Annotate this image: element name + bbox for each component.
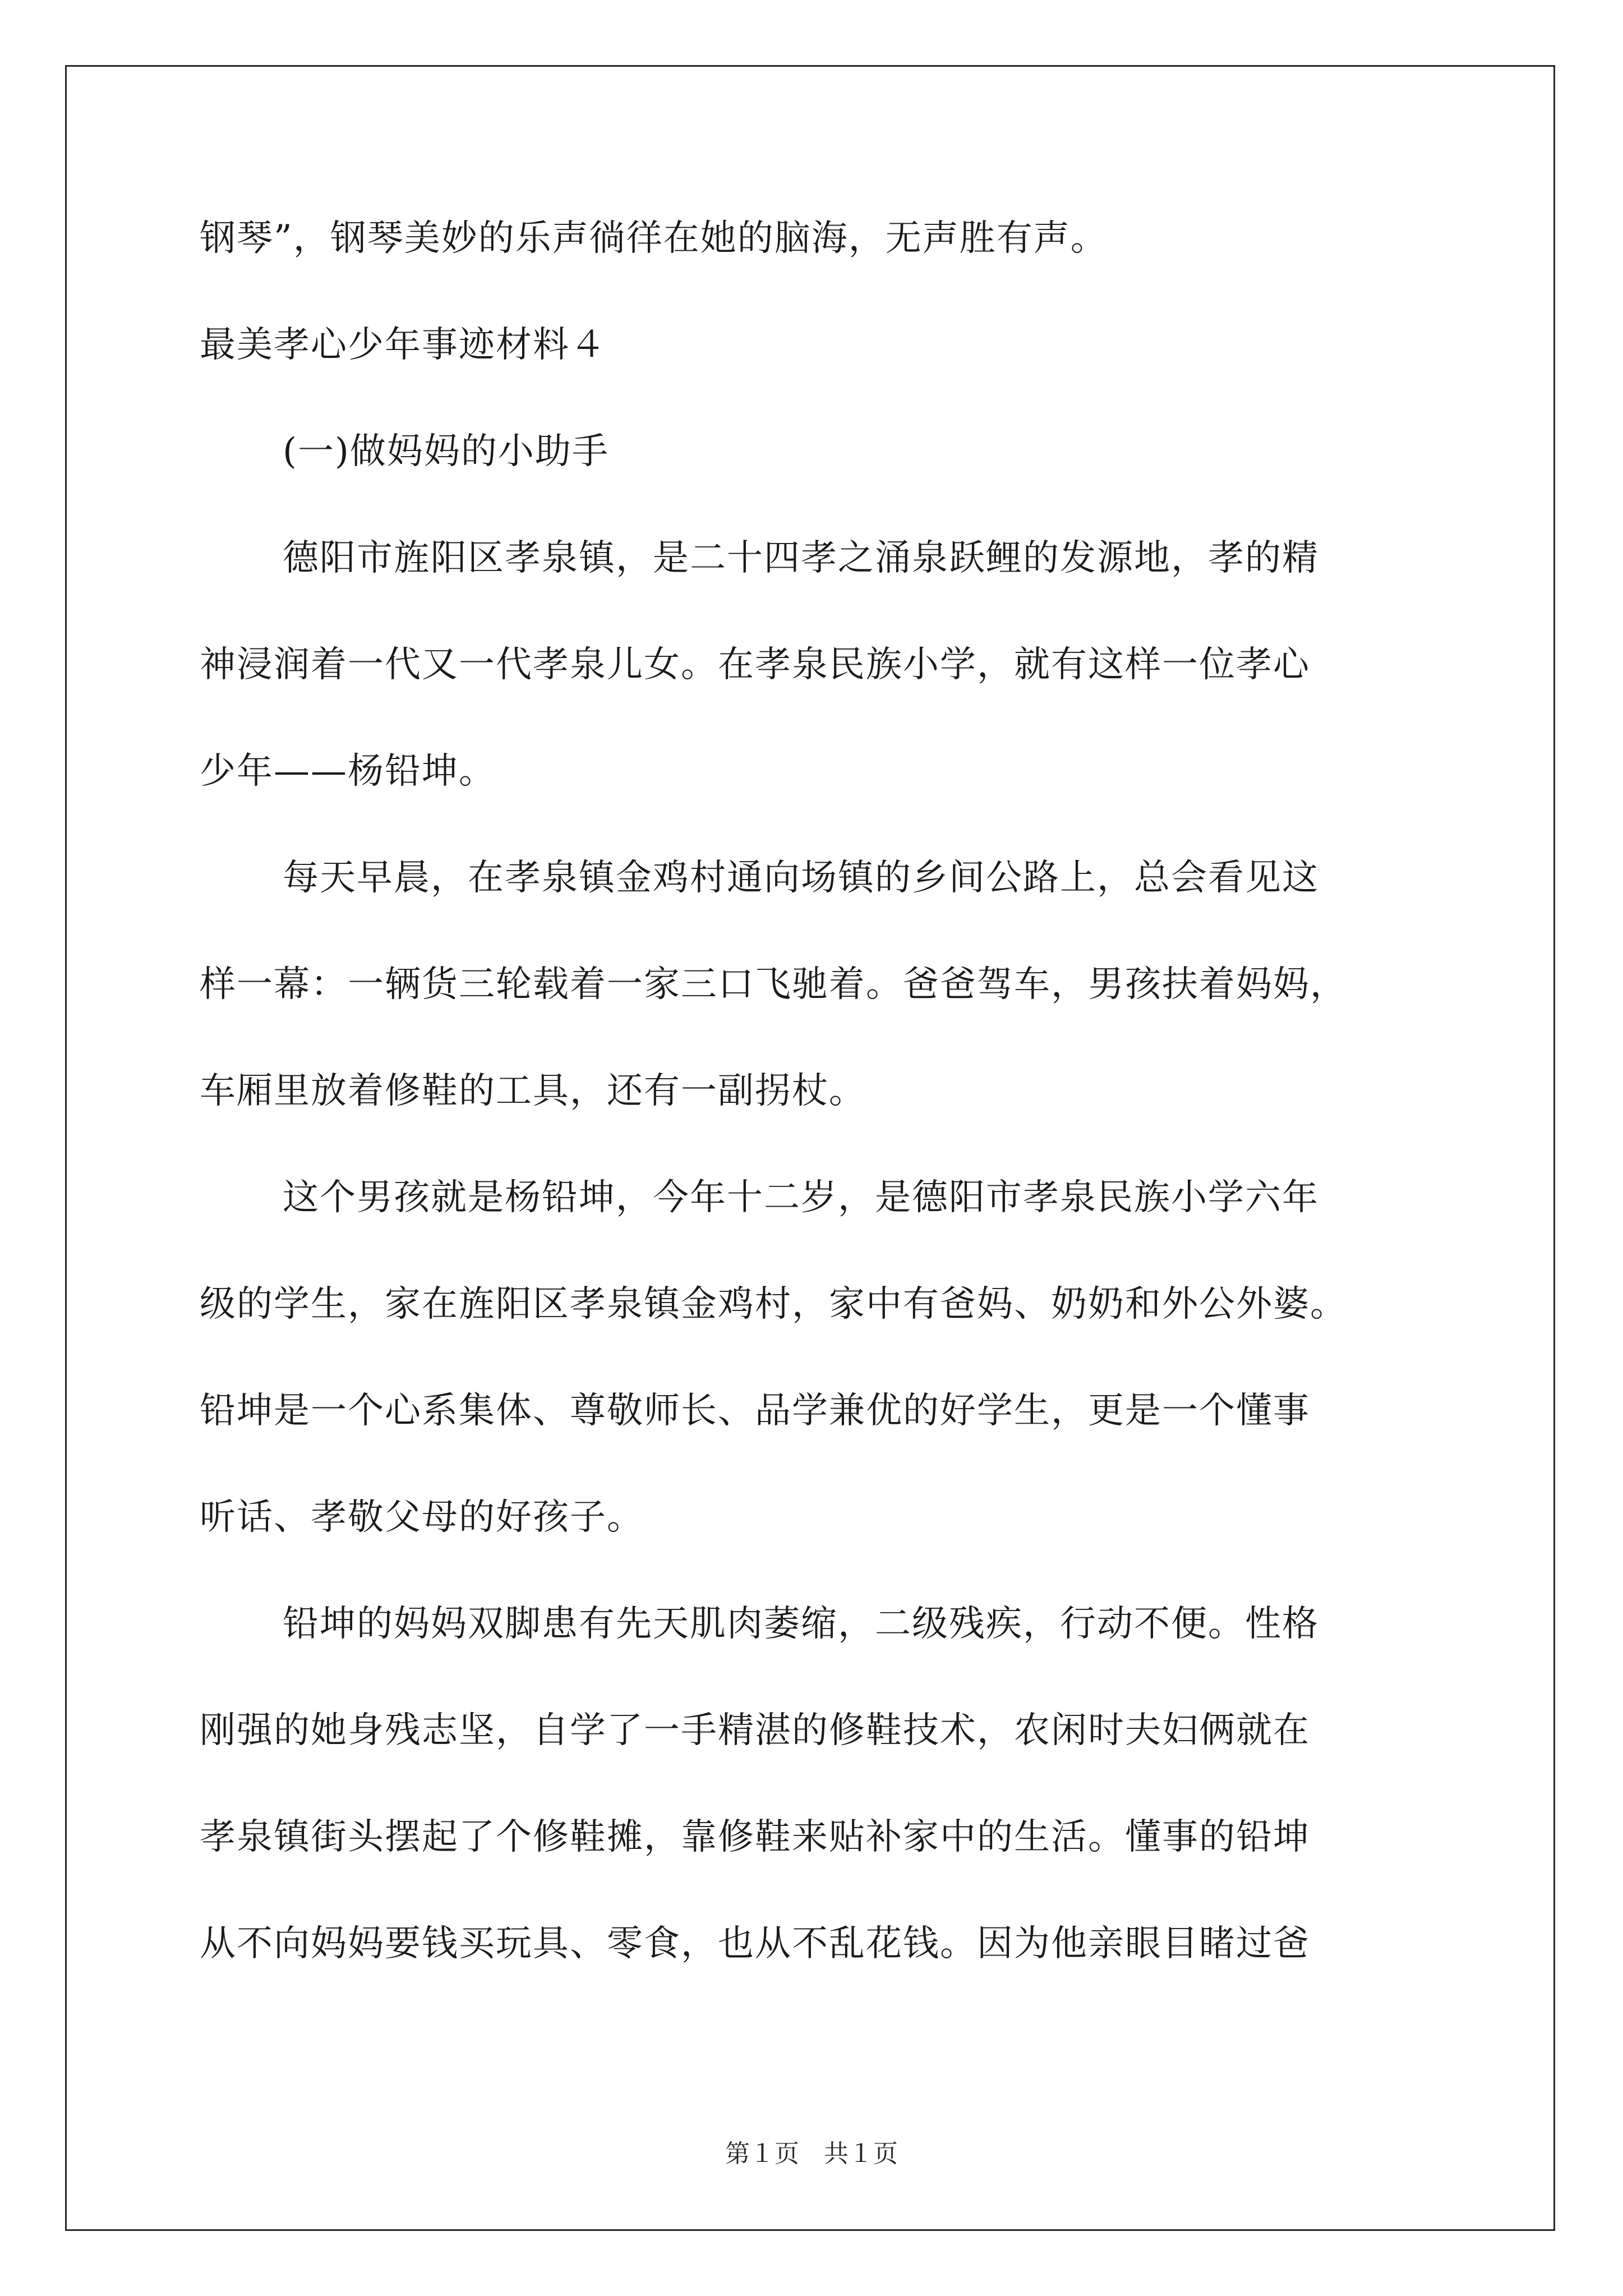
paragraph-line: 铅坤是一个心系集体、尊敬师长、品学兼优的好学生，更是一个懂事	[200, 1390, 1310, 1432]
section-heading: 最美孝心少年事迹材料４	[200, 324, 607, 366]
paragraph-line: 孝泉镇街头摆起了个修鞋摊，靠修鞋来贴补家中的生活。懂事的铅坤	[200, 1816, 1310, 1858]
paragraph-line: 车厢里放着修鞋的工具，还有一副拐杖。	[200, 1070, 866, 1112]
paragraph-line: 神浸润着一代又一代孝泉儿女。在孝泉民族小学，就有这样一位孝心	[200, 644, 1310, 685]
paragraph-line: 听话、孝敬父母的好孩子。	[200, 1497, 644, 1538]
paragraph-line: 德阳市旌阳区孝泉镇，是二十四孝之涌泉跃鲤的发源地，孝的精	[283, 537, 1319, 579]
paragraph-line: 刚强的她身残志坚，自学了一手精湛的修鞋技术，农闲时夫妇俩就在	[200, 1710, 1310, 1751]
subsection-heading: (一)做妈妈的小助手	[283, 431, 609, 472]
page-footer: 第１页 共１页	[725, 2139, 898, 2168]
document-body	[200, 216, 1439, 1966]
paragraph-line: 这个男孩就是杨铅坤，今年十二岁，是德阳市孝泉民族小学六年	[283, 1177, 1319, 1218]
paragraph-line: 从不向妈妈要钱买玩具、零食，也从不乱花钱。因为他亲眼目睹过爸	[200, 1923, 1310, 1964]
paragraph-line: 级的学生，家在旌阳区孝泉镇金鸡村，家中有爸妈、奶奶和外公外婆。	[200, 1283, 1347, 1325]
paragraph-line-continuation: 钢琴”，钢琴美妙的乐声徜徉在她的脑海，无声胜有声。	[200, 218, 1108, 259]
paragraph-line: 每天早晨，在孝泉镇金鸡村通向场镇的乡间公路上，总会看见这	[283, 857, 1319, 899]
paragraph-line: 样一幕：一辆货三轮载着一家三口飞驰着。爸爸驾车，男孩扶着妈妈，	[200, 964, 1347, 1005]
paragraph-line: 少年——杨铅坤。	[200, 751, 496, 792]
paragraph-line: 铅坤的妈妈双脚患有先天肌肉萎缩，二级残疾，行动不便。性格	[283, 1603, 1319, 1645]
